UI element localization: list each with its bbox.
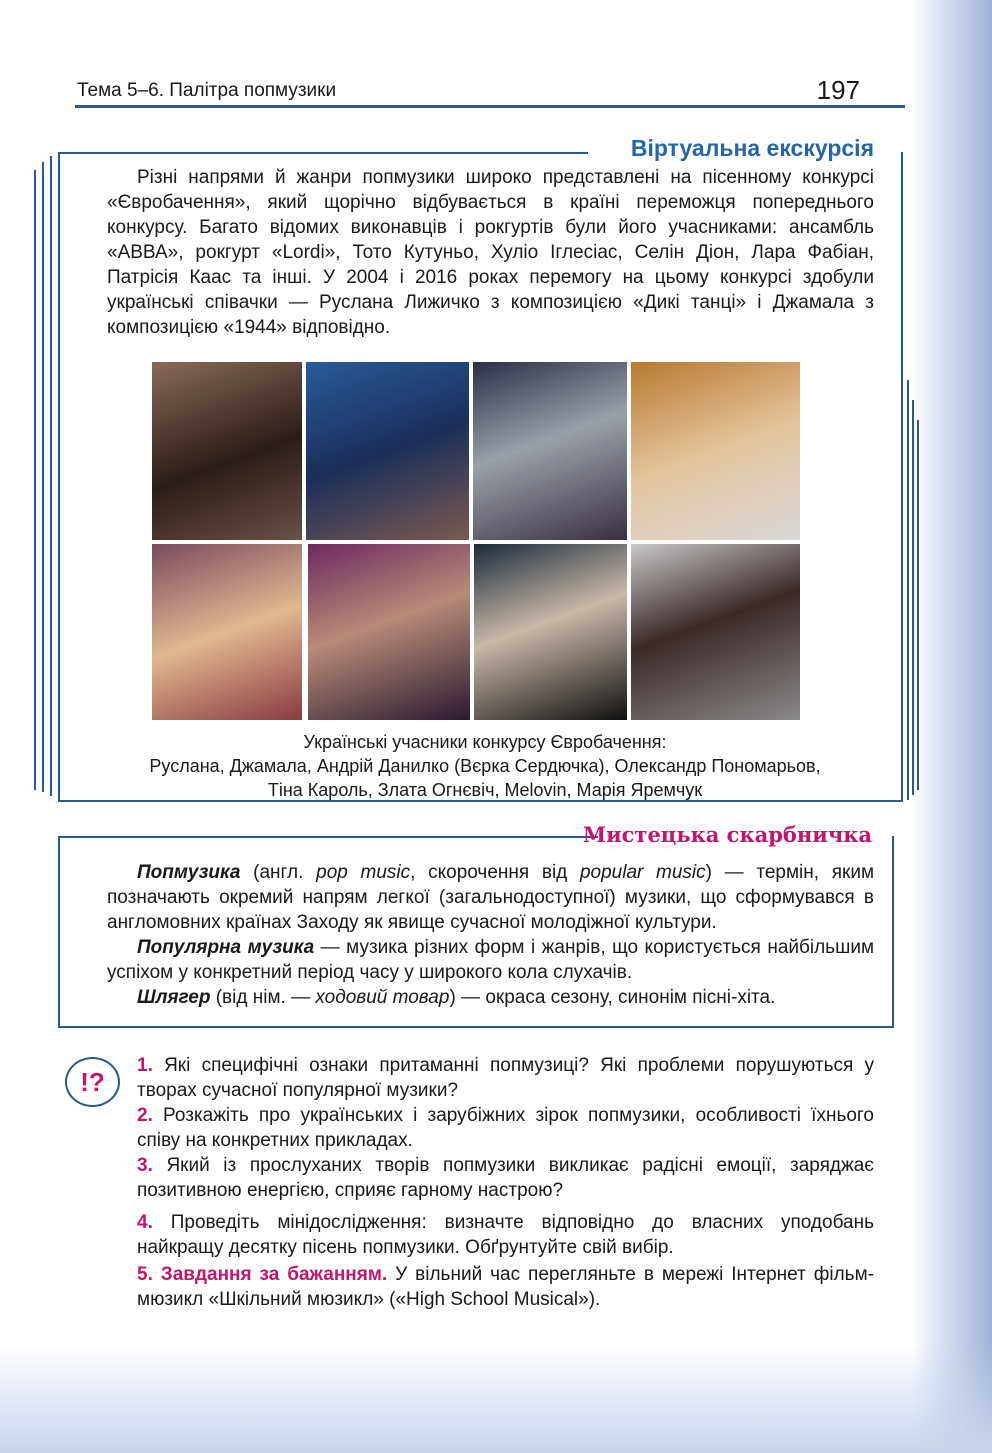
question-icon: !?	[65, 1057, 120, 1107]
question-item: 1. Які специфічні ознаки притаманні попмузиці? Які проблеми порушуються у творах сучасної популярної музики?	[137, 1055, 874, 1101]
treasury-entry: Попмузика (англ. pop music, скорочення від popular music) — термін, яким позначають окремий напрям легкої (загальнодоступної) музики, що сформувався в англомовних країнах Заходу як явище сучасної молодіжної культури.	[107, 862, 875, 933]
photo-ognevich	[308, 544, 470, 720]
photo-jamala	[306, 362, 469, 540]
caption-line: Українські учасники конкурсу Євробачення:	[303, 732, 667, 752]
chapter-title: Тема 5–6. Палітра попмузики	[77, 80, 337, 101]
question-item: 4. Проведіть мінідослідження: визначте відповідно до власних уподобань найкращу десятку пісень попмузики. Обґрунтуйте свій вибір.	[137, 1212, 874, 1258]
page-stack-line	[910, 400, 914, 795]
page-stack-line	[34, 170, 36, 790]
running-header	[75, 75, 905, 108]
photo-ponomarov	[631, 362, 800, 540]
photo-yaremchuk	[631, 544, 800, 720]
photo-danylko	[473, 362, 627, 540]
excursion-title: Віртуальна екскурсія	[630, 135, 874, 161]
page-number: 197	[816, 75, 860, 105]
page-stack-line	[42, 162, 44, 792]
treasury-entry: Шлягер (від нім. — ходовий товар) — окраса сезону, синонім пісні-хіта.	[137, 987, 776, 1008]
question-item: 3. Який із прослуханих творів попмузики викликає радісні емоції, заряджає позитивною енергією, сприяє гарному настрою?	[137, 1155, 874, 1201]
question-item: 2. Розкажіть про українських і зарубіжних зірок попмузики, особливості їхнього співу на конкретних прикладах.	[137, 1105, 874, 1151]
photo-caption	[60, 730, 910, 802]
question-item: 5. Завдання за бажанням. У вільний час перегляньте в мережі Інтернет фільм-мюзикл «Шкільний мюзикл» («High School Musical»).	[137, 1264, 874, 1310]
page-stack-line	[915, 420, 919, 790]
treasury-entry: Популярна музика — музика різних форм і жанрів, що користується найбільшим успіхом у конкретний період часу у широкого кола слухачів.	[107, 937, 875, 983]
photo-grid	[152, 362, 800, 720]
photo-melovin	[474, 544, 627, 720]
caption-line: Тіна Кароль, Злата Огнєвіч, Melovin, Марія Яремчук	[267, 780, 703, 800]
page-edge-gradient	[912, 0, 992, 1453]
excursion-text: Різні напрями й жанри попмузики широко представлені на пісенному конкурсі «Євробачення», який щорічно відбувається в країні переможця попереднього конкурсу. Багато відомих виконавців і рокгуртів були його учасниками: ансамбль «АВВА», рокгурт «Lordi», Тото Кутуньо, Хуліо Іглесіас, Селін Діон, Лара Фабіан, Патрісія Каас та інші. У 2004 і 2016 роках перемогу на цьому конкурсі здобули українські співачки — Руслана Лижичко з композицією «Дикі танці» і Джамала з композицією «1944» відповідно.	[107, 167, 874, 338]
page-stack-line	[50, 156, 52, 796]
photo-karol	[152, 544, 302, 720]
treasury-title: Мистецька скарбничка	[582, 822, 872, 847]
photo-ruslana	[152, 362, 302, 540]
caption-line: Руслана, Джамала, Андрій Данилко (Вєрка Сердючка), Олександр Пономарьов,	[149, 756, 821, 776]
page-bottom-gradient	[0, 1343, 992, 1453]
